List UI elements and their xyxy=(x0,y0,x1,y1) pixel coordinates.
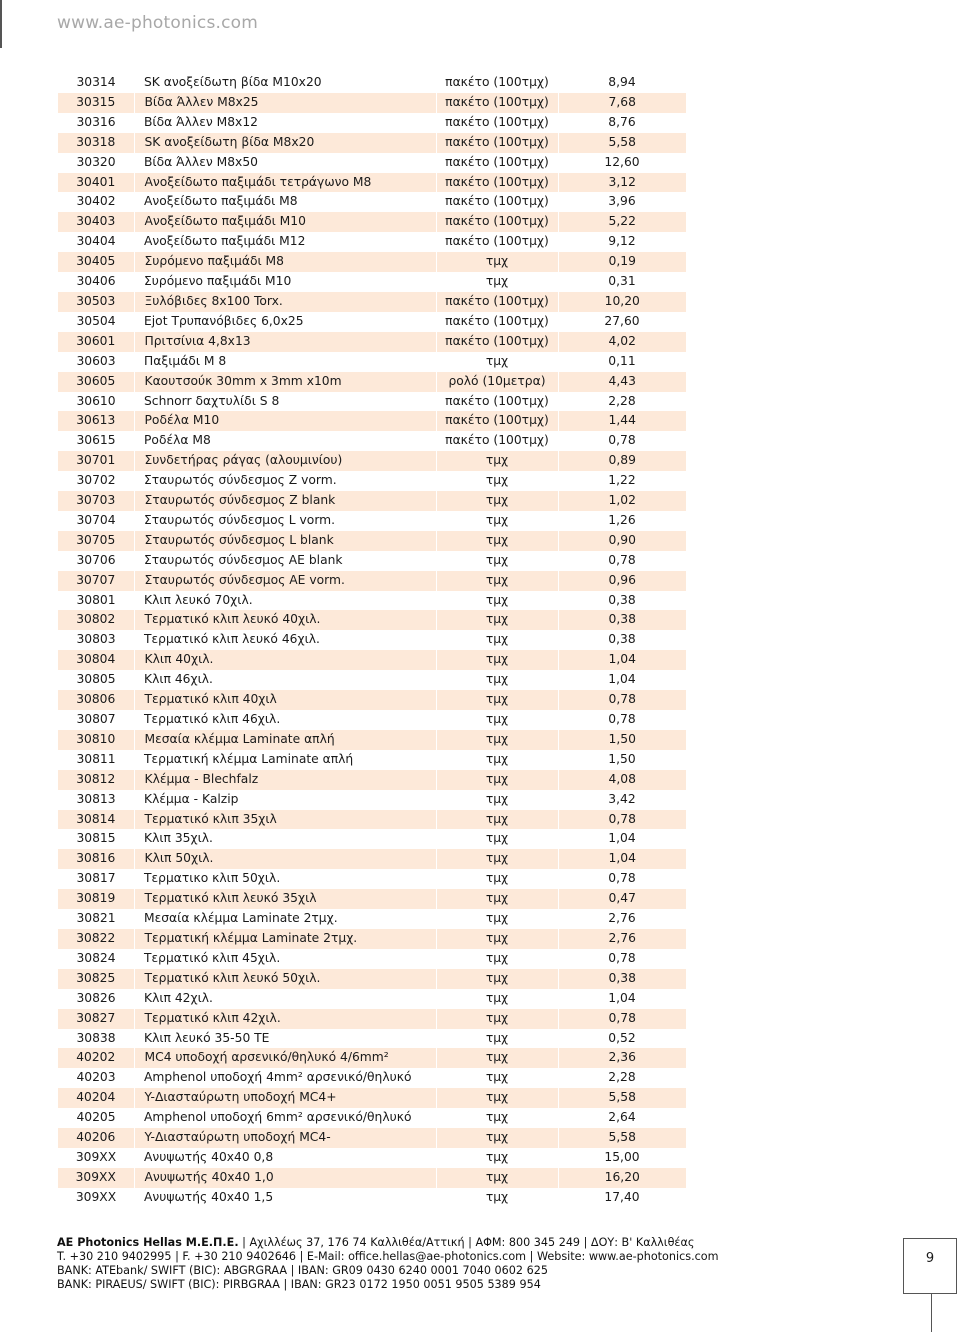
item-price: 4,08 xyxy=(558,770,686,790)
item-code: 30707 xyxy=(58,571,134,591)
table-row xyxy=(58,1188,686,1208)
table-row xyxy=(58,1128,686,1148)
item-code: 30601 xyxy=(58,332,134,352)
page-number-box xyxy=(903,1238,957,1294)
price-list-body xyxy=(58,73,686,1208)
item-unit: τμχ xyxy=(485,871,509,886)
table-row xyxy=(58,451,686,471)
footer-line-address xyxy=(57,1236,877,1250)
item-code: 30702 xyxy=(76,473,116,488)
item-description: Τερματικό κλιπ λευκό 46χιλ. xyxy=(144,632,320,647)
item-unit: τμχ xyxy=(436,730,558,750)
item-price: 1,44 xyxy=(558,411,686,431)
item-price: 9,12 xyxy=(608,234,636,249)
item-unit: τμχ xyxy=(436,451,558,471)
item-unit: τμχ xyxy=(436,690,558,710)
item-code: 30705 xyxy=(58,531,134,551)
table-row xyxy=(58,392,686,412)
table-row xyxy=(58,312,686,332)
item-price: 8,76 xyxy=(608,114,636,129)
item-description: Τερματική κλέμμα Laminate απλή xyxy=(144,751,354,766)
item-unit: τμχ xyxy=(485,1030,509,1045)
item-description: Κλιπ 35χιλ. xyxy=(144,831,213,846)
page-number: 9 xyxy=(925,1251,935,1266)
item-price: 1,50 xyxy=(558,730,686,750)
item-code: 30804 xyxy=(58,650,134,670)
item-description: Κλιπ 42χιλ. xyxy=(144,990,213,1005)
item-unit: τμχ xyxy=(436,849,558,869)
item-price: 0,78 xyxy=(558,810,686,830)
item-price: 2,76 xyxy=(558,929,686,949)
item-price: 1,50 xyxy=(608,751,636,766)
item-price: 1,04 xyxy=(558,849,686,869)
item-unit: πακέτο (100τμχ) xyxy=(436,332,558,352)
item-price: 0,31 xyxy=(608,274,636,289)
item-description: MC4 υποδοχή αρσενικό/θηλυκό 4/6mm² xyxy=(134,1048,436,1068)
item-description: Τερματικό κλιπ 35χιλ xyxy=(134,810,436,830)
item-price: 0,52 xyxy=(608,1030,636,1045)
item-unit: τμχ xyxy=(436,770,558,790)
table-row xyxy=(58,1029,686,1049)
item-description: Βίδα Άλλεν M8x25 xyxy=(134,93,436,113)
footer-company-name: AE Photonics Hellas Μ.Ε.Π.Ε. xyxy=(57,1236,239,1249)
item-unit: τμχ xyxy=(485,1070,509,1085)
item-unit: ρολό (10μετρα) xyxy=(436,372,558,392)
table-row xyxy=(58,969,686,989)
table-row xyxy=(58,113,686,133)
item-code: 30503 xyxy=(58,292,134,312)
item-price: 5,22 xyxy=(558,212,686,232)
table-row xyxy=(58,551,686,571)
item-unit: πακέτο (100τμχ) xyxy=(445,194,549,209)
item-unit: τμχ xyxy=(436,889,558,909)
item-description: Ανυψωτής 40x40 0,8 xyxy=(144,1149,274,1164)
item-code: 30816 xyxy=(58,849,134,869)
item-code: 30822 xyxy=(58,929,134,949)
item-description: SK ανοξείδωτη βίδα M8x20 xyxy=(134,133,436,153)
item-code: 30318 xyxy=(58,133,134,153)
item-description: Πριτσίνια 4,8x13 xyxy=(134,332,436,352)
item-code: 30314 xyxy=(76,75,116,89)
item-description: Κλιπ λευκό 35-50 TE xyxy=(144,1030,270,1045)
item-code: 40202 xyxy=(58,1048,134,1068)
item-unit: πακέτο (100τμχ) xyxy=(445,393,549,408)
item-unit: τμχ xyxy=(485,990,509,1005)
item-price: 15,00 xyxy=(604,1149,640,1164)
item-unit: τμχ xyxy=(485,751,509,766)
item-price: 0,78 xyxy=(608,433,636,448)
item-description: Τερματικό κλιπ λευκό 50χιλ. xyxy=(134,969,436,989)
table-row xyxy=(58,869,686,889)
item-unit: τμχ xyxy=(485,831,509,846)
item-code: 30320 xyxy=(76,154,116,169)
item-price: 1,04 xyxy=(608,990,636,1005)
item-code: 30703 xyxy=(58,491,134,511)
item-code: 30706 xyxy=(76,552,116,567)
item-unit: τμχ xyxy=(436,1009,558,1029)
item-unit: τμχ xyxy=(436,969,558,989)
item-code: 30806 xyxy=(58,690,134,710)
item-code: 30405 xyxy=(58,252,134,272)
left-margin-rule xyxy=(0,0,2,48)
item-unit: πακέτο (100τμχ) xyxy=(445,433,549,448)
item-unit: τμχ xyxy=(485,473,509,488)
item-description: Συρόμενο παξιμάδι M8 xyxy=(134,252,436,272)
item-description: Ανοξείδωτο παξιμάδι M8 xyxy=(144,194,298,209)
item-price: 10,20 xyxy=(558,292,686,312)
item-price: 5,58 xyxy=(558,133,686,153)
table-row xyxy=(58,909,686,929)
item-description: Τερματικό κλιπ 42χιλ. xyxy=(134,1009,436,1029)
table-row xyxy=(58,411,686,431)
item-description: Κλιπ 40χιλ. xyxy=(134,650,436,670)
table-row xyxy=(58,1148,686,1168)
item-code: 40206 xyxy=(58,1128,134,1148)
item-description: Τερματικό κλιπ 40χιλ xyxy=(134,690,436,710)
item-code: 30704 xyxy=(76,512,116,527)
item-price: 12,60 xyxy=(604,154,640,169)
table-row xyxy=(58,750,686,770)
item-description: Ανοξείδωτο παξιμάδι M12 xyxy=(144,234,306,249)
item-description: Ανυψωτής 40x40 1,0 xyxy=(134,1168,436,1188)
item-unit: τμχ xyxy=(436,650,558,670)
item-code: 30805 xyxy=(76,672,116,687)
item-description: Ροδέλα M10 xyxy=(134,411,436,431)
item-unit: πακέτο (100τμχ) xyxy=(436,133,558,153)
item-price: 16,20 xyxy=(558,1168,686,1188)
item-price: 0,89 xyxy=(558,451,686,471)
item-unit: τμχ xyxy=(436,531,558,551)
item-code: 30801 xyxy=(76,592,116,607)
item-description: Τερματικό κλιπ λευκό 40χιλ. xyxy=(134,610,436,630)
item-price: 1,04 xyxy=(558,650,686,670)
footer-address: | Αχιλλέως 37, 176 74 Καλλιθέα/Αττική | ΑΦΜ: 800 345 249 | ΔΟΥ: Β' Καλλιθέας xyxy=(238,1236,695,1249)
table-row xyxy=(58,650,686,670)
item-unit: τμχ xyxy=(436,491,558,511)
item-description: Μεσαία κλέμμα Laminate 2τμχ. xyxy=(144,911,338,926)
item-description: Κλέμμα - Blechfalz xyxy=(134,770,436,790)
item-price: 0,38 xyxy=(608,592,636,607)
item-price: 2,28 xyxy=(608,393,636,408)
table-row xyxy=(58,272,686,292)
item-price: 4,43 xyxy=(558,372,686,392)
item-code: 30827 xyxy=(58,1009,134,1029)
item-description: Κλιπ λευκό 70χιλ. xyxy=(144,592,253,607)
item-code: 30815 xyxy=(76,831,116,846)
item-code: 30814 xyxy=(58,810,134,830)
item-unit: τμχ xyxy=(485,592,509,607)
item-price: 2,36 xyxy=(558,1048,686,1068)
item-price: 0,11 xyxy=(608,353,636,368)
item-description: Συνδετήρας ράγας (αλουμινίου) xyxy=(134,451,436,471)
item-description: Παξιμάδι M 8 xyxy=(144,353,227,368)
item-code: 30403 xyxy=(58,212,134,232)
item-description: Κλιπ 50χιλ. xyxy=(134,849,436,869)
item-code: 30613 xyxy=(58,411,134,431)
item-unit: πακέτο (100τμχ) xyxy=(436,292,558,312)
footer-bank-piraeus: BANK: PIRAEUS/ SWIFT (BIC): PIRBGRAA | IBAN: GR23 0172 1950 0051 9505 5389 954 xyxy=(57,1278,541,1291)
table-row xyxy=(58,372,686,392)
table-row xyxy=(58,810,686,830)
item-price: 0,78 xyxy=(608,871,636,886)
table-row xyxy=(58,591,686,611)
item-description: Τερματικό κλιπ λευκό 35χιλ xyxy=(134,889,436,909)
table-row xyxy=(58,1009,686,1029)
item-unit: πακέτο (100τμχ) xyxy=(436,173,558,193)
table-row xyxy=(58,471,686,491)
item-description: Σταυρωτός σύνδεσμος AE vorm. xyxy=(134,571,436,591)
item-unit: τμχ xyxy=(485,353,509,368)
item-code: 40204 xyxy=(58,1088,134,1108)
item-unit: πακέτο (100τμχ) xyxy=(436,411,558,431)
site-url-header: www.ae-photonics.com xyxy=(57,13,259,33)
item-code: 30821 xyxy=(76,911,116,926)
table-row xyxy=(58,630,686,650)
table-row xyxy=(58,212,686,232)
item-description: Ανυψωτής 40x40 1,5 xyxy=(144,1189,274,1204)
item-description: Βίδα Άλλεν M8x12 xyxy=(144,114,258,129)
item-code: 30504 xyxy=(76,313,116,328)
item-description: Ροδέλα M8 xyxy=(144,433,211,448)
item-description: Τερματικο κλιπ 50χιλ. xyxy=(144,871,281,886)
item-unit: τμχ xyxy=(485,950,509,965)
table-row xyxy=(58,173,686,193)
table-row xyxy=(58,252,686,272)
footer-contact: T. +30 210 9402995 | F. +30 210 9402646 | E-Mail: office.hellas@ae-photonics.com | Website: www.ae-photonics.com xyxy=(57,1250,719,1263)
item-price: 8,94 xyxy=(608,75,636,89)
table-row xyxy=(58,1048,686,1068)
item-price: 4,02 xyxy=(558,332,686,352)
table-row xyxy=(58,829,686,849)
item-price: 0,78 xyxy=(608,712,636,726)
item-code: 30838 xyxy=(76,1030,116,1045)
table-row xyxy=(58,710,686,730)
item-description: Σταυρωτός σύνδεσμος Z blank xyxy=(134,491,436,511)
table-row xyxy=(58,1068,686,1088)
item-code: 40205 xyxy=(76,1110,116,1125)
table-row xyxy=(58,531,686,551)
item-code: 309XX xyxy=(75,1149,117,1164)
item-code: 30404 xyxy=(76,234,116,249)
item-description: Τερματική κλέμμα Laminate 2τμχ. xyxy=(134,929,436,949)
item-code: 30824 xyxy=(76,950,116,965)
table-row xyxy=(58,989,686,1009)
item-price: 3,12 xyxy=(558,173,686,193)
item-price: 5,58 xyxy=(558,1128,686,1148)
item-code: 30810 xyxy=(58,730,134,750)
item-description: SK ανοξείδωτη βίδα M10x20 xyxy=(144,75,322,89)
item-description: Σταυρωτός σύνδεσμος Z vorm. xyxy=(144,473,337,488)
item-unit: πακέτο (100τμχ) xyxy=(445,75,549,89)
table-row xyxy=(58,153,686,173)
table-row xyxy=(58,690,686,710)
item-code: 30826 xyxy=(76,990,116,1005)
table-row xyxy=(58,73,686,93)
item-unit: τμχ xyxy=(485,911,509,926)
item-unit: τμχ xyxy=(485,552,509,567)
item-description: Amphenol υποδοχή 4mm² αρσενικό/θηλυκό xyxy=(144,1070,412,1085)
footer-bank-atebank: BANK: ATEbank/ SWIFT (BIC): ABGRGRAA | IBAN: GR09 0430 6240 0001 7040 0602 625 xyxy=(57,1264,548,1277)
item-price: 7,68 xyxy=(558,93,686,113)
item-price: 0,90 xyxy=(558,531,686,551)
table-row xyxy=(58,770,686,790)
item-code: 30605 xyxy=(58,372,134,392)
item-description: Τερματικό κλιπ 46χιλ. xyxy=(144,712,281,726)
item-code: 30817 xyxy=(76,871,116,886)
item-code: 40203 xyxy=(76,1070,116,1085)
item-description: Σταυρωτός σύνδεσμος L blank xyxy=(134,531,436,551)
table-row xyxy=(58,929,686,949)
item-code: 30825 xyxy=(58,969,134,989)
item-price: 5,58 xyxy=(558,1088,686,1108)
item-unit: τμχ xyxy=(485,632,509,647)
item-code: 309XX xyxy=(58,1168,134,1188)
item-price: 0,38 xyxy=(608,632,636,647)
item-code: 30811 xyxy=(76,751,116,766)
item-description: Ανοξείδωτο παξιμάδι τετράγωνο M8 xyxy=(134,173,436,193)
item-price: 2,28 xyxy=(608,1070,636,1085)
item-price: 1,04 xyxy=(608,831,636,846)
item-price: 0,78 xyxy=(608,552,636,567)
item-price: 0,47 xyxy=(558,889,686,909)
item-unit: τμχ xyxy=(436,1168,558,1188)
table-row xyxy=(58,610,686,630)
item-unit: τμχ xyxy=(485,512,509,527)
item-unit: τμχ xyxy=(436,571,558,591)
item-unit: τμχ xyxy=(436,929,558,949)
item-price: 0,78 xyxy=(558,690,686,710)
item-code: 30813 xyxy=(76,791,116,806)
item-code: 30803 xyxy=(76,632,116,647)
item-description: Ξυλόβιδες 8x100 Torx. xyxy=(134,292,436,312)
table-row xyxy=(58,730,686,750)
table-row xyxy=(58,332,686,352)
table-row xyxy=(58,491,686,511)
item-description: Σταυρωτός σύνδεσμος AE blank xyxy=(144,552,343,567)
item-code: 30819 xyxy=(58,889,134,909)
item-unit: τμχ xyxy=(485,1149,509,1164)
item-description: Μεσαία κλέμμα Laminate απλή xyxy=(134,730,436,750)
item-price: 0,38 xyxy=(558,610,686,630)
item-code: 309XX xyxy=(75,1189,117,1204)
item-description: Ανοξείδωτο παξιμάδι M10 xyxy=(134,212,436,232)
table-row xyxy=(58,949,686,969)
item-code: 30802 xyxy=(58,610,134,630)
table-row xyxy=(58,192,686,212)
item-description: Y-Διασταύρωτη υποδοχή MC4- xyxy=(134,1128,436,1148)
item-unit: τμχ xyxy=(485,791,509,806)
table-row xyxy=(58,889,686,909)
item-code: 30701 xyxy=(58,451,134,471)
table-row xyxy=(58,670,686,690)
item-price: 27,60 xyxy=(604,313,640,328)
item-unit: τμχ xyxy=(485,1110,509,1125)
item-price: 3,96 xyxy=(608,194,636,209)
item-description: Βίδα Άλλεν M8x50 xyxy=(144,154,258,169)
table-row xyxy=(58,511,686,531)
table-row xyxy=(58,1088,686,1108)
item-price: 3,42 xyxy=(608,791,636,806)
item-code: 30812 xyxy=(58,770,134,790)
item-unit: τμχ xyxy=(436,252,558,272)
item-description: Τερματικό κλιπ 45χιλ. xyxy=(144,950,281,965)
item-code: 30807 xyxy=(76,712,116,726)
item-description: Κλιπ 46χιλ. xyxy=(144,672,213,687)
item-unit: πακέτο (100τμχ) xyxy=(436,212,558,232)
table-row xyxy=(58,849,686,869)
item-price: 1,22 xyxy=(608,473,636,488)
item-description: Ejot Τρυπανόβιδες 6,0x25 xyxy=(144,313,304,328)
item-unit: τμχ xyxy=(436,1048,558,1068)
item-unit: πακέτο (100τμχ) xyxy=(436,93,558,113)
item-description: Συρόμενο παξιμάδι M10 xyxy=(144,274,292,289)
item-price: 2,64 xyxy=(608,1110,636,1125)
item-unit: πακέτο (100τμχ) xyxy=(445,234,549,249)
item-code: 30603 xyxy=(76,353,116,368)
item-code: 30316 xyxy=(76,114,116,129)
item-unit: τμχ xyxy=(436,810,558,830)
item-price: 1,02 xyxy=(558,491,686,511)
item-price: 1,04 xyxy=(608,672,636,687)
table-row xyxy=(58,1168,686,1188)
table-row xyxy=(58,232,686,252)
table-row xyxy=(58,292,686,312)
item-description: Καουτσούκ 30mm x 3mm x10m xyxy=(134,372,436,392)
item-unit: τμχ xyxy=(485,712,509,726)
item-price: 17,40 xyxy=(604,1189,640,1204)
table-row xyxy=(58,571,686,591)
table-row xyxy=(58,133,686,153)
table-row xyxy=(58,431,686,451)
price-list-table xyxy=(58,73,686,1208)
item-code: 30401 xyxy=(58,173,134,193)
item-code: 30406 xyxy=(76,274,116,289)
table-row xyxy=(58,93,686,113)
item-code: 30402 xyxy=(76,194,116,209)
item-price: 0,96 xyxy=(558,571,686,591)
table-row xyxy=(58,790,686,810)
item-description: Amphenol υποδοχή 6mm² αρσενικό/θηλυκό xyxy=(144,1110,412,1125)
item-code: 30315 xyxy=(58,93,134,113)
item-unit: τμχ xyxy=(436,1128,558,1148)
company-footer xyxy=(57,1236,877,1292)
item-description: Schnorr δαχτυλίδι S 8 xyxy=(144,393,280,408)
item-unit: τμχ xyxy=(436,1088,558,1108)
item-unit: πακέτο (100τμχ) xyxy=(445,313,549,328)
item-price: 0,78 xyxy=(558,1009,686,1029)
table-row xyxy=(58,1108,686,1128)
item-code: 30610 xyxy=(76,393,116,408)
item-unit: τμχ xyxy=(436,610,558,630)
item-price: 1,26 xyxy=(608,512,636,527)
item-description: Κλέμμα - Kalzip xyxy=(144,791,239,806)
item-price: 0,38 xyxy=(558,969,686,989)
item-unit: πακέτο (100τμχ) xyxy=(445,114,549,129)
table-row xyxy=(58,352,686,372)
item-code: 30615 xyxy=(76,433,116,448)
item-price: 0,78 xyxy=(608,950,636,965)
item-unit: τμχ xyxy=(485,672,509,687)
item-price: 2,76 xyxy=(608,911,636,926)
page-number-tick xyxy=(931,1294,932,1332)
item-price: 0,19 xyxy=(558,252,686,272)
item-unit: τμχ xyxy=(485,274,509,289)
item-unit: πακέτο (100τμχ) xyxy=(445,154,549,169)
item-unit: τμχ xyxy=(485,1189,509,1204)
item-description: Y-Διασταύρωτη υποδοχή MC4+ xyxy=(134,1088,436,1108)
item-description: Σταυρωτός σύνδεσμος L vorm. xyxy=(144,512,336,527)
